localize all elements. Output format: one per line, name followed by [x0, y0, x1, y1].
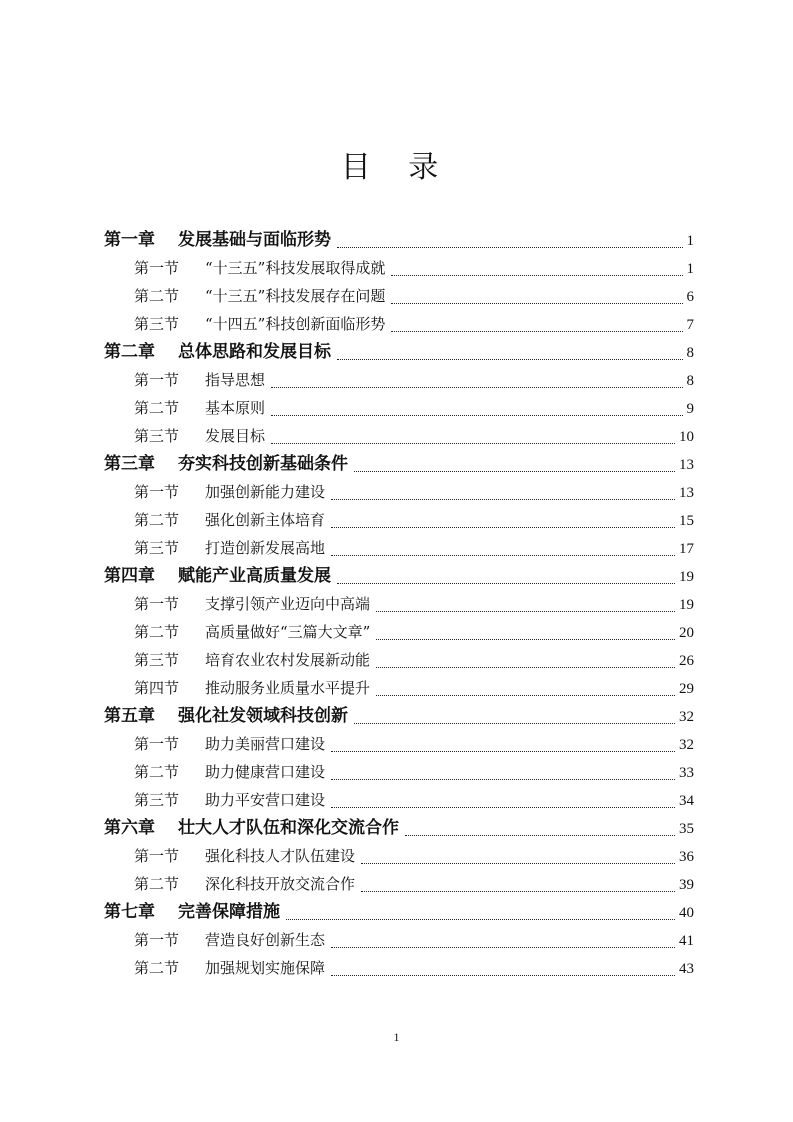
- toc-entry-title: 壮大人才队伍和深化交流合作: [178, 818, 399, 838]
- toc-section-entry[interactable]: [104, 310, 694, 338]
- toc-dot-leader: [337, 358, 683, 360]
- toc-dot-leader: [391, 330, 682, 332]
- toc-dot-leader: [376, 638, 675, 640]
- toc-entry-number: 第一节: [134, 483, 180, 501]
- toc-dot-leader: [331, 498, 675, 500]
- page-number: 1: [393, 1030, 400, 1044]
- toc-entry-page: 26: [679, 653, 694, 669]
- toc-entry-number: 第六章: [104, 818, 155, 838]
- toc-entry-number: 第一节: [134, 735, 180, 753]
- toc-dot-leader: [405, 834, 675, 836]
- toc-entry-page: 13: [679, 485, 694, 501]
- toc-entry-title: 高质量做好“三篇大文章”: [205, 623, 371, 641]
- toc-chapter-entry[interactable]: [104, 562, 694, 590]
- toc-entry-page: 41: [679, 933, 694, 949]
- toc-entry-page: 8: [686, 373, 694, 389]
- toc-section-entry[interactable]: [104, 534, 694, 562]
- toc-entry-title: 推动服务业质量水平提升: [205, 679, 371, 697]
- toc-entry-title: 培育农业农村发展新动能: [205, 651, 371, 669]
- toc-entry-number: 第三节: [134, 651, 180, 669]
- toc-section-entry[interactable]: [104, 254, 694, 282]
- toc-entry-page: 29: [679, 681, 694, 697]
- toc-entry-title: 发展基础与面临形势: [178, 230, 331, 250]
- toc-section-entry[interactable]: [104, 926, 694, 954]
- toc-dot-leader: [376, 610, 675, 612]
- toc-dot-leader: [331, 806, 675, 808]
- toc-entry-number: 第一节: [134, 847, 180, 865]
- toc-dot-leader: [331, 946, 675, 948]
- toc-entry-title: 完善保障措施: [178, 902, 280, 922]
- toc-dot-leader: [376, 694, 675, 696]
- toc-entry-page: 33: [679, 765, 694, 781]
- toc-entry-number: 第三节: [134, 539, 180, 557]
- toc-entry-page: 17: [679, 541, 694, 557]
- toc-dot-leader: [271, 386, 682, 388]
- toc-entry-page: 7: [686, 317, 694, 333]
- toc-entry-number: 第三章: [104, 454, 155, 474]
- toc-entry-number: 第一节: [134, 595, 180, 613]
- toc-entry-title: “十三五”科技发展存在问题: [205, 287, 386, 305]
- toc-entry-number: 第三节: [134, 791, 180, 809]
- toc-section-entry[interactable]: [104, 422, 694, 450]
- toc-entry-title: 打造创新发展高地: [205, 539, 326, 557]
- toc-section-entry[interactable]: [104, 730, 694, 758]
- toc-entry-page: 36: [679, 849, 694, 865]
- toc-entry-title: 助力平安营口建设: [205, 791, 326, 809]
- toc-entry-title: “十三五”科技发展取得成就: [205, 259, 386, 277]
- toc-section-entry[interactable]: [104, 506, 694, 534]
- toc-entry-number: 第一节: [134, 371, 180, 389]
- toc-chapter-entry[interactable]: [104, 338, 694, 366]
- toc-section-entry[interactable]: [104, 758, 694, 786]
- toc-section-entry[interactable]: [104, 618, 694, 646]
- toc-dot-leader: [331, 554, 675, 556]
- toc-entry-page: 32: [679, 709, 694, 725]
- toc-entry-number: 第二节: [134, 399, 180, 417]
- toc-entry-title: 指导思想: [205, 371, 266, 389]
- toc-section-entry[interactable]: [104, 282, 694, 310]
- toc-entry-number: 第一节: [134, 259, 180, 277]
- toc-entry-number: 第四节: [134, 679, 180, 697]
- toc-entry-page: 9: [686, 401, 694, 417]
- toc-section-entry[interactable]: [104, 954, 694, 982]
- toc-entry-number: 第七章: [104, 902, 155, 922]
- toc-entry-number: 第二章: [104, 342, 155, 362]
- toc-entry-page: 32: [679, 737, 694, 753]
- toc-dot-leader: [337, 582, 675, 584]
- toc-dot-leader: [354, 722, 675, 724]
- toc-entry-title: 营造良好创新生态: [205, 931, 326, 949]
- toc-entry-title: 深化科技开放交流合作: [205, 875, 356, 893]
- toc-dot-leader: [361, 862, 675, 864]
- toc-entry-title: 支撑引领产业迈向中高端: [205, 595, 371, 613]
- toc-entry-number: 第二节: [134, 875, 180, 893]
- toc-entry-number: 第四章: [104, 566, 155, 586]
- toc-chapter-entry[interactable]: [104, 450, 694, 478]
- toc-dot-leader: [354, 470, 675, 472]
- toc-section-entry[interactable]: [104, 394, 694, 422]
- toc-entry-page: 43: [679, 961, 694, 977]
- toc-entry-page: 19: [679, 569, 694, 585]
- toc-entry-number: 第二节: [134, 287, 180, 305]
- toc-chapter-entry[interactable]: [104, 898, 694, 926]
- toc-dot-leader: [376, 666, 675, 668]
- toc-section-entry[interactable]: [104, 842, 694, 870]
- toc-entry-number: 第五章: [104, 706, 155, 726]
- toc-section-entry[interactable]: [104, 646, 694, 674]
- toc-dot-leader: [331, 778, 675, 780]
- toc-entry-title: “十四五”科技创新面临形势: [205, 315, 386, 333]
- toc-entry-title: 强化科技人才队伍建设: [205, 847, 356, 865]
- toc-section-entry[interactable]: [104, 590, 694, 618]
- toc-dot-leader: [391, 302, 682, 304]
- toc-entry-title: 助力健康营口建设: [205, 763, 326, 781]
- toc-entry-title: 强化社发领域科技创新: [178, 706, 348, 726]
- toc-entry-title: 基本原则: [205, 399, 266, 417]
- toc-dot-leader: [271, 442, 675, 444]
- toc-entry-number: 第三节: [134, 427, 180, 445]
- toc-entry-page: 8: [686, 345, 694, 361]
- toc-dot-leader: [331, 750, 675, 752]
- toc-section-entry[interactable]: [104, 870, 694, 898]
- toc-entry-number: 第二节: [134, 511, 180, 529]
- toc-entry-number: 第三节: [134, 315, 180, 333]
- toc-entry-page: 1: [686, 261, 694, 277]
- toc-entry-title: 助力美丽营口建设: [205, 735, 326, 753]
- toc-entry-page: 6: [686, 289, 694, 305]
- toc-dot-leader: [361, 890, 675, 892]
- toc-dot-leader: [286, 918, 675, 920]
- toc-entry-title: 加强创新能力建设: [205, 483, 326, 501]
- toc-entry-title: 发展目标: [205, 427, 266, 445]
- toc-entry-number: 第一章: [104, 230, 155, 250]
- toc-entry-page: 35: [679, 821, 694, 837]
- toc-dot-leader: [271, 414, 682, 416]
- toc-entry-page: 10: [679, 429, 694, 445]
- toc-entry-title: 夯实科技创新基础条件: [178, 454, 348, 474]
- toc-section-entry[interactable]: [104, 674, 694, 702]
- toc-dot-leader: [331, 974, 675, 976]
- toc-entry-page: 15: [679, 513, 694, 529]
- toc-chapter-entry[interactable]: [104, 814, 694, 842]
- toc-section-entry[interactable]: [104, 478, 694, 506]
- toc-entry-page: 39: [679, 877, 694, 893]
- toc-entry-page: 34: [679, 793, 694, 809]
- toc-entry-page: 1: [686, 233, 694, 249]
- toc-chapter-entry[interactable]: [104, 702, 694, 730]
- toc-section-entry[interactable]: [104, 366, 694, 394]
- toc-entry-page: 19: [679, 597, 694, 613]
- toc-dot-leader: [331, 526, 675, 528]
- toc-entry-number: 第二节: [134, 959, 180, 977]
- toc-entry-number: 第一节: [134, 931, 180, 949]
- toc-chapter-entry[interactable]: [104, 226, 694, 254]
- toc-dot-leader: [337, 246, 683, 248]
- toc-entry-page: 40: [679, 905, 694, 921]
- toc-section-entry[interactable]: [104, 786, 694, 814]
- toc-dot-leader: [391, 274, 682, 276]
- toc-entry-title: 赋能产业高质量发展: [178, 566, 331, 586]
- toc-entry-title: 总体思路和发展目标: [178, 342, 331, 362]
- toc-entry-page: 20: [679, 625, 694, 641]
- toc-entry-title: 强化创新主体培育: [205, 511, 326, 529]
- toc-entry-page: 13: [679, 457, 694, 473]
- toc-entry-title: 加强规划实施保障: [205, 959, 326, 977]
- toc-entry-number: 第二节: [134, 623, 180, 641]
- table-of-contents: [104, 226, 694, 982]
- toc-entry-number: 第二节: [134, 763, 180, 781]
- page-title: 目 录: [340, 150, 453, 185]
